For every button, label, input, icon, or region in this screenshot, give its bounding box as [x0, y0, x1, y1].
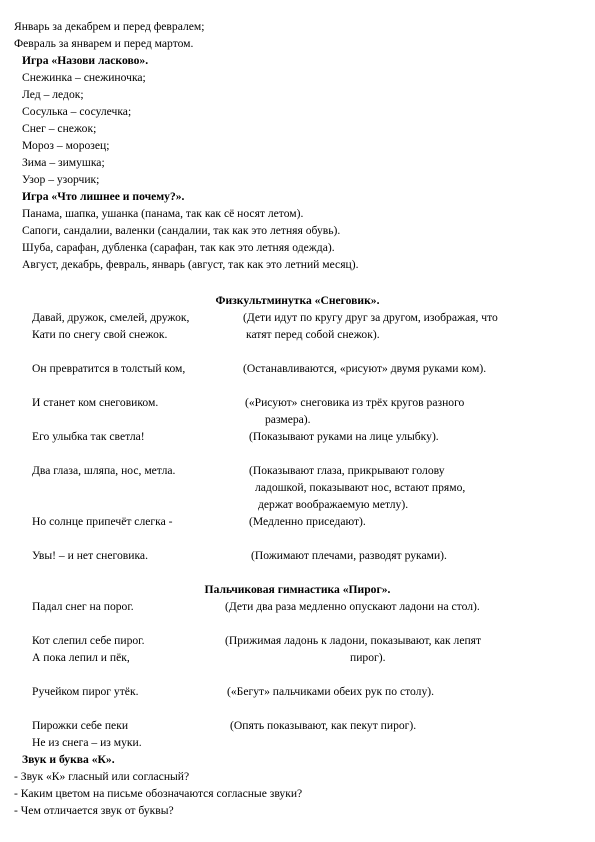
fizminutka-verse: И станет ком снеговиком. [32, 396, 159, 409]
fizminutka-verse: Увы! – и нет снеговика. [32, 549, 148, 562]
fizminutka-verse: Он превратится в толстый ком, [32, 362, 186, 375]
gymnastics-action: (Опять показывают, как пекут пирог). [230, 719, 417, 732]
fizminutka-action: (Останавливаются, «рисуют» двумя руками ком). [243, 362, 487, 375]
game2-item: Сапоги, сандалии, валенки (сандалии, так как это летняя обувь). [22, 224, 341, 237]
fizminutka-verse: Давай, дружок, смелей, дружок, [32, 311, 190, 324]
game1-item: Лед – ледок; [22, 88, 84, 101]
fizminutka-verse: Два глаза, шляпа, нос, метла. [32, 464, 176, 477]
gymnastics-verse: Пирожки себе пеки [32, 719, 129, 732]
fizminutka-verse: Его улыбка так светла! [32, 430, 145, 443]
fizminutka-action: (Медленно приседают). [249, 515, 366, 528]
intro-line-1: Январь за декабрем и перед февралем; [14, 20, 205, 33]
sound-title: Звук и буква «К». [22, 753, 115, 766]
intro-line-2: Февраль за январем и перед мартом. [14, 37, 194, 50]
gymnastics-title: Пальчиковая гимнастика «Пирог». [204, 583, 391, 596]
gymnastics-action: («Бегут» пальчиками обеих рук по столу). [227, 685, 434, 698]
fizminutka-verse: Но солнце припечёт слегка - [32, 515, 173, 528]
gymnastics-verse: Ручейком пирог утёк. [32, 685, 139, 698]
gymnastics-verse: Падал снег на порог. [32, 600, 134, 613]
gymnastics-action: (Прижимая ладонь к ладони, показывают, как лепят [225, 634, 482, 647]
gymnastics-action: (Дети два раза медленно опускают ладони на стол). [225, 600, 480, 613]
fizminutka-action: (Пожимают плечами, разводят руками). [251, 549, 447, 562]
fizminutka-title: Физкультминутка «Снеговик». [215, 294, 380, 307]
fizminutka-action: катят перед собой снежок). [246, 328, 380, 341]
game2-item: Шуба, сарафан, дубленка (сарафан, так как это летняя одежда). [22, 241, 335, 254]
gymnastics-verse: Кот слепил себе пирог. [32, 634, 145, 647]
fizminutka-action: ладошкой, показывают нос, встают прямо, [255, 481, 466, 494]
game1-item: Сосулька – сосулечка; [22, 105, 132, 118]
fizminutka-action: (Дети идут по кругу друг за другом, изображая, что [243, 311, 498, 324]
game1-item: Зима – зимушка; [22, 156, 105, 169]
game2-title: Игра «Что лишнее и почему?». [22, 190, 185, 203]
sound-question: - Чем отличается звук от буквы? [14, 804, 174, 817]
game2-item: Панама, шапка, ушанка (панама, так как сё носят летом). [22, 207, 304, 220]
fizminutka-verse: Кати по снегу свой снежок. [32, 328, 168, 341]
sound-question: - Каким цветом на письме обозначаются согласные звуки? [14, 787, 303, 800]
gymnastics-verse: А пока лепил и пёк, [32, 651, 130, 664]
fizminutka-action: размера). [265, 413, 311, 426]
game1-item: Мороз – морозец; [22, 139, 110, 152]
game1-item: Узор – узорчик; [22, 173, 100, 186]
fizminutka-action: (Показывают руками на лице улыбку). [249, 430, 439, 443]
sound-question: - Звук «К» гласный или согласный? [14, 770, 190, 783]
game1-title: Игра «Назови ласково». [22, 54, 149, 67]
game2-item: Август, декабрь, февраль, январь (август, так как это летний месяц). [22, 258, 359, 271]
fizminutka-action: («Рисуют» снеговика из трёх кругов разного [245, 396, 465, 409]
gymnastics-action: пирог). [350, 651, 386, 664]
game1-item: Снежинка – снежиночка; [22, 71, 146, 84]
fizminutka-action: держат воображаемую метлу). [258, 498, 409, 511]
fizminutka-action: (Показывают глаза, прикрывают голову [249, 464, 445, 477]
gymnastics-verse: Не из снега – из муки. [32, 736, 142, 749]
game1-item: Снег – снежок; [22, 122, 97, 135]
